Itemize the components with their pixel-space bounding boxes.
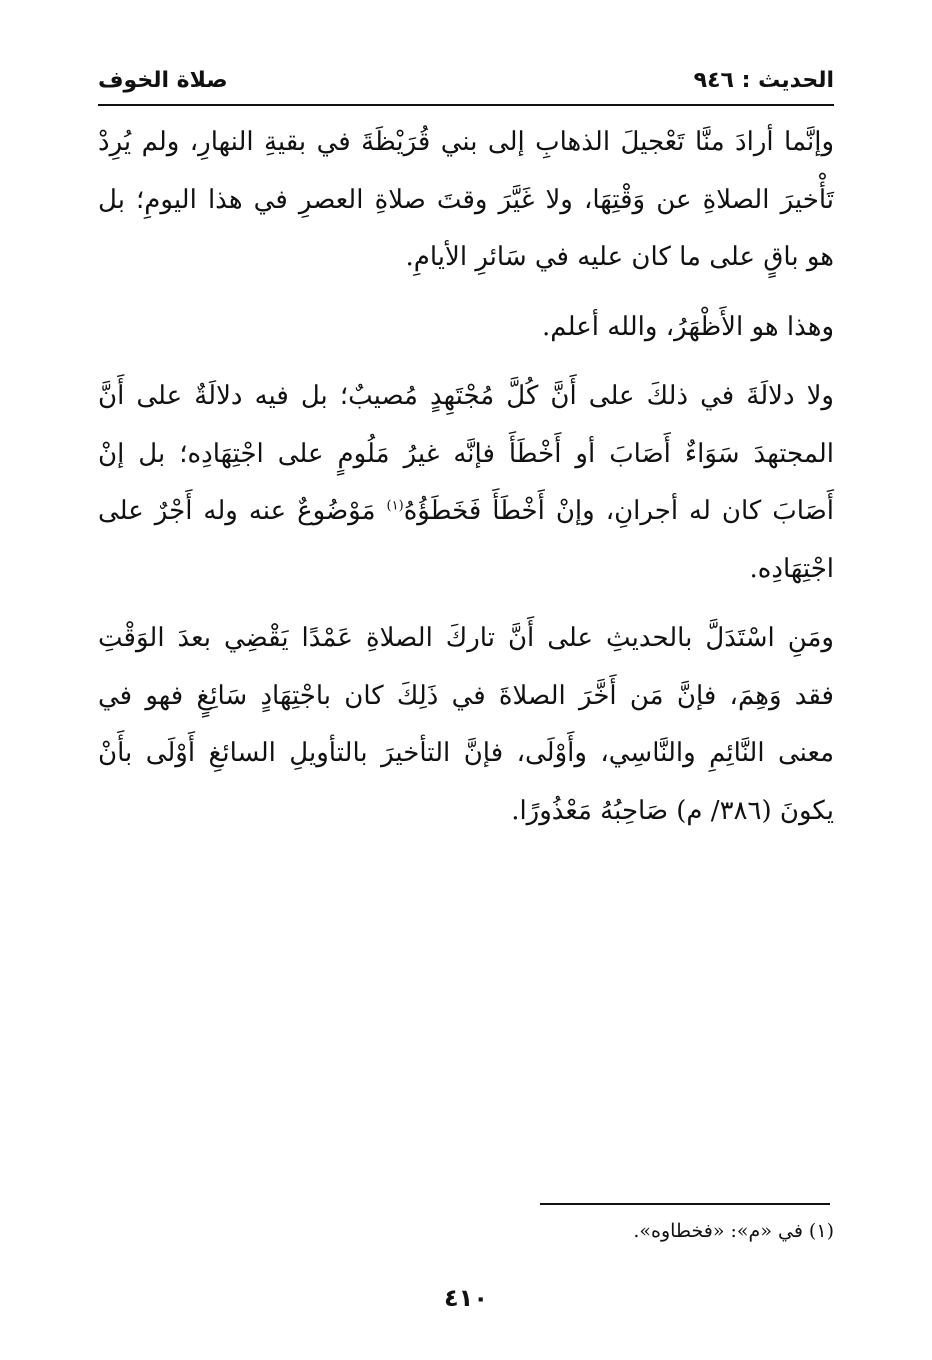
page-number: ٤١٠ — [444, 1284, 488, 1312]
main-text — [98, 114, 834, 852]
footnote: (١) في «م»: «فخطاوه». — [633, 1220, 834, 1242]
paragraph-2: وهذا هو الأَظْهَرُ، والله أعلم. — [542, 311, 834, 342]
paragraph-3 — [98, 368, 834, 598]
footnote-divider — [540, 1203, 830, 1205]
footnote-marker[interactable]: (١) — [386, 498, 404, 514]
header-divider — [98, 104, 834, 106]
paragraph-3-text: ولا دلالَةَ في ذلكَ على أَنَّ كُلَّ مُجْتَهِدٍ مُصيبٌ؛ بل فيه دلالَةٌ على أَنَّ المجتهدَ سَوَاءٌ أَصَابَ أو أَخْطَأَ فإنَّه غيرُ مَلُومٍ على اجْتِهَادِه؛ بل إنْ أَصَابَ كان له أجرانِ، وإنْ أَخْطَأَ فَخَطَؤُهُ — [98, 381, 835, 526]
running-header — [98, 66, 834, 102]
paragraph-4: ومَنِ اسْتَدَلَّ بالحديثِ على أَنَّ تاركَ الصلاةِ عَمْدًا يَقْضِي بعدَ الوَقْتِ فقد وَهِمَ، فإنَّ مَن أَخَّرَ الصلاةَ في ذَلِكَ كان باجْتِهَادٍ سَائِغٍ فهو في معنى النَّائِمِ والنَّاسِي، وأَوْلَى، فإنَّ التأخيرَ بالتأويلِ السائغِ أَوْلَى بأَنْ يكونَ (٣٨٦/ م) صَاحِبُهُ مَعْذُورًا. — [98, 623, 834, 826]
hadith-reference: الحديث : ٩٤٦ — [693, 68, 834, 93]
paragraph-1: وإنَّما أرادَ منَّا تَعْجيلَ الذهابِ إلى بني قُرَيْظَةَ في بقيةِ النهارِ، ولم يُرِدْ تَأْخيرَ الصلاةِ عن وَقْتِهَا، ولا غَيَّرَ وقتَ صلاةِ العصرِ في هذا اليومِ؛ بل هو باقٍ على ما كان عليه في سَائرِ الأيامِ. — [98, 127, 834, 272]
chapter-title: صلاة الخوف — [98, 68, 228, 93]
paragraph-3-tail: مَوْضُوعٌ عنه وله أَجْرٌ على اجْتِهَادِه. — [98, 496, 834, 584]
